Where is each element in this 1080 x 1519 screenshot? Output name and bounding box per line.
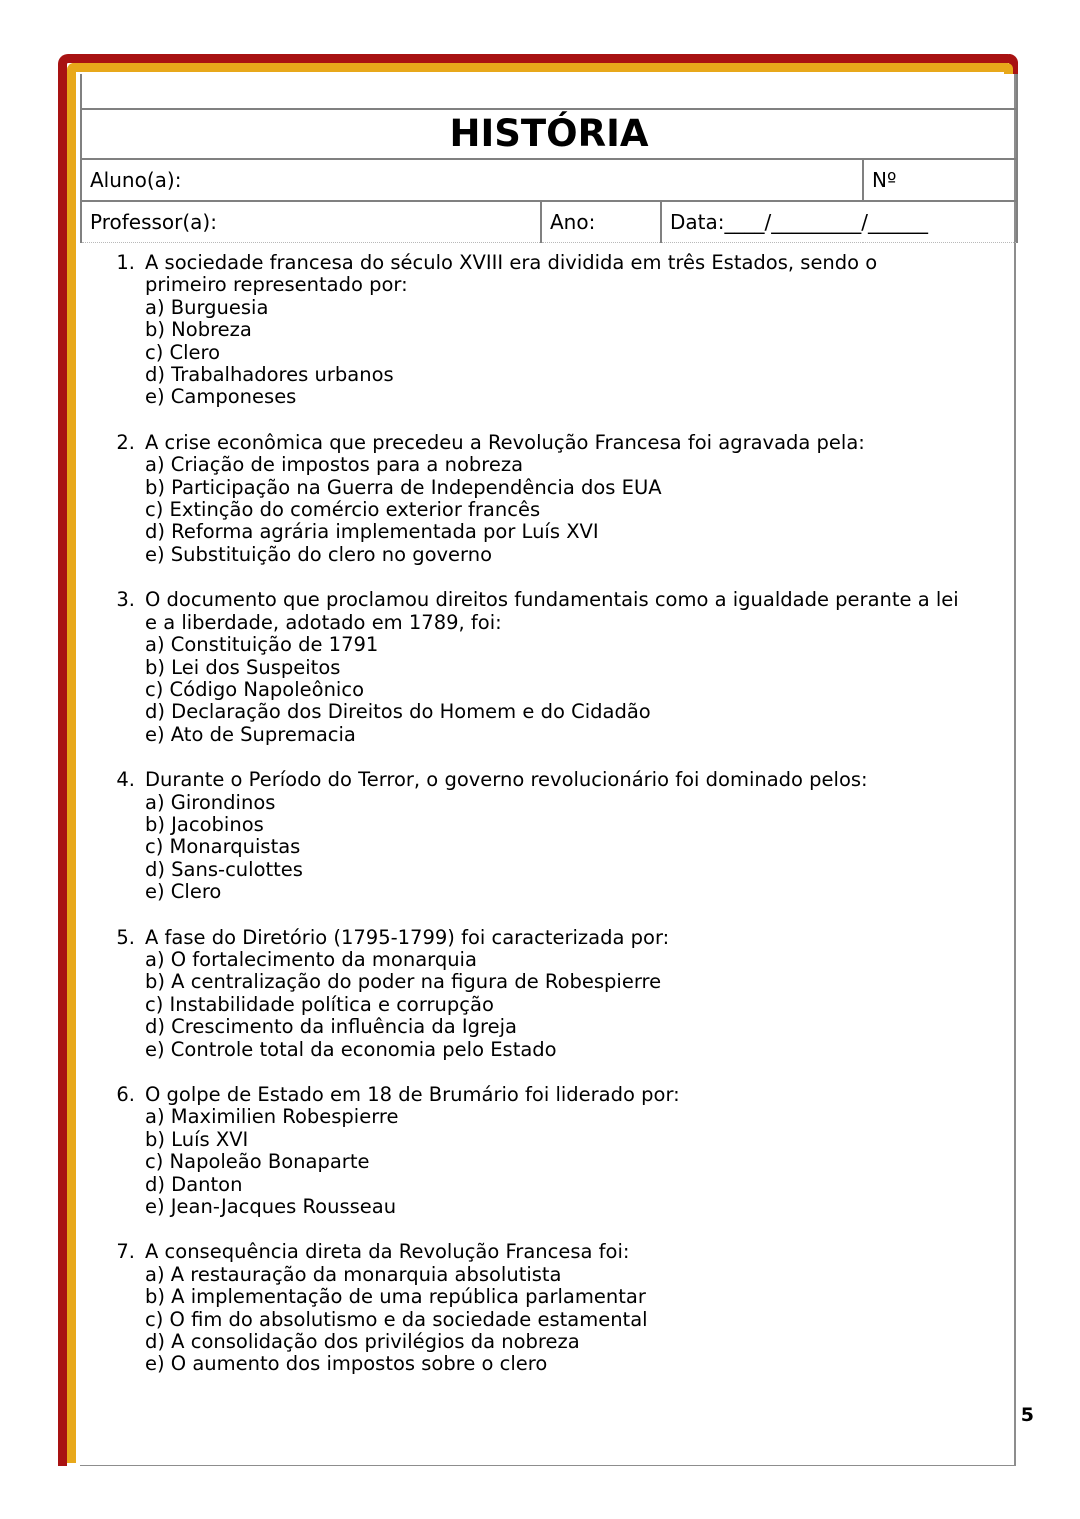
option-b[interactable]: b) Nobreza [145, 318, 252, 342]
question-options [145, 1106, 1016, 1218]
option-c[interactable]: c) Monarquistas [145, 835, 301, 859]
year-field[interactable] [541, 201, 661, 243]
option-a[interactable]: a) Burguesia [145, 295, 269, 319]
option-a[interactable]: a) Criação de impostos para a nobreza [145, 453, 524, 477]
option-a[interactable]: a) A restauração da monarquia absolutista [145, 1262, 562, 1286]
option-c[interactable]: c) Código Napoleônico [145, 677, 364, 701]
option-a[interactable]: a) Maximilien Robespierre [145, 1105, 399, 1129]
page-title: HISTÓRIA [449, 112, 649, 155]
question-number: 6. [116, 1083, 135, 1106]
option-d[interactable]: d) Trabalhadores urbanos [145, 363, 394, 387]
header-title-row [81, 109, 1017, 159]
teacher-name-label: Professor(a): [90, 210, 217, 234]
decorative-frame-corner-cap [1009, 54, 1018, 74]
header-logo-band-row [81, 74, 1017, 109]
question-stem: A fase do Diretório (1795-1799) foi caracterizada por: [145, 925, 670, 949]
date-field[interactable] [661, 201, 1017, 243]
option-e[interactable]: e) Clero [145, 880, 222, 904]
option-a[interactable]: a) O fortalecimento da monarquia [145, 947, 477, 971]
question-item [80, 589, 1016, 746]
question-options [145, 297, 1016, 409]
question-number: 5. [116, 925, 135, 949]
student-number-field[interactable] [863, 159, 1017, 201]
option-c[interactable]: c) Instabilidade política e corrupção [145, 992, 494, 1016]
option-d[interactable]: d) Sans-culottes [145, 857, 303, 881]
question-options [145, 454, 1016, 566]
option-e[interactable]: e) Camponeses [145, 385, 297, 409]
question-options [145, 1264, 1016, 1376]
student-number-label: Nº [872, 168, 897, 192]
question-stem: O golpe de Estado em 18 de Brumário foi liderado por: [145, 1083, 680, 1106]
option-e[interactable]: e) Substituição do clero no governo [145, 542, 493, 566]
question-stem: Durante o Período do Terror, o governo revolucionário foi dominado pelos: [145, 768, 868, 792]
teacher-name-field[interactable] [81, 201, 541, 243]
option-e[interactable]: e) Controle total da economia pelo Estado [145, 1037, 557, 1061]
question-number: 7. [116, 1240, 135, 1264]
option-d[interactable]: d) Declaração dos Direitos do Homem e do Cidadão [145, 700, 651, 724]
option-b[interactable]: b) A centralização do poder na figura de Robespierre [145, 970, 662, 994]
question-stem: A crise econômica que precedeu a Revolução Francesa foi agravada pela: [145, 430, 865, 454]
question-stem: A sociedade francesa do século XVIII era dividida em três Estados, sendo o primeiro representado por: [145, 251, 878, 297]
question-number: 3. [116, 588, 135, 612]
teacher-row [81, 201, 1017, 243]
option-d[interactable]: d) A consolidação dos privilégios da nobreza [145, 1330, 580, 1354]
option-d[interactable]: d) Reforma agrária implementada por Luís XVI [145, 520, 599, 544]
question-item [80, 432, 1016, 566]
header-logo-band [81, 74, 1017, 109]
option-c[interactable]: c) Clero [145, 340, 221, 364]
question-number: 1. [116, 251, 135, 274]
question-options [145, 792, 1016, 904]
worksheet-header-table [80, 74, 1018, 243]
question-stem: A consequência direta da Revolução Francesa foi: [145, 1240, 630, 1264]
question-item [80, 1241, 1016, 1375]
date-label: Data:____/_________/______ [670, 210, 928, 234]
option-e[interactable]: e) Ato de Supremacia [145, 722, 356, 746]
option-e[interactable]: e) Jean-Jacques Rousseau [145, 1195, 397, 1219]
question-options [145, 634, 1016, 746]
option-b[interactable]: b) Jacobinos [145, 812, 264, 836]
question-item [80, 252, 1016, 409]
question-item [80, 769, 1016, 903]
student-name-label: Aluno(a): [90, 168, 182, 192]
option-b[interactable]: b) Lei dos Suspeitos [145, 655, 341, 679]
option-c[interactable]: c) Napoleão Bonaparte [145, 1150, 370, 1174]
option-c[interactable]: c) Extinção do comércio exterior francês [145, 498, 541, 522]
question-options [145, 949, 1016, 1061]
page-number: 5 [1020, 1404, 1034, 1426]
student-row [81, 159, 1017, 201]
option-e[interactable]: e) O aumento dos impostos sobre o clero [145, 1352, 548, 1376]
question-item [80, 1084, 1016, 1218]
option-b[interactable]: b) Participação na Guerra de Independência dos EUA [145, 475, 662, 499]
student-name-field[interactable] [81, 159, 863, 201]
option-c[interactable]: c) O fim do absolutismo e da sociedade estamental [145, 1307, 648, 1331]
option-a[interactable]: a) Constituição de 1791 [145, 633, 379, 657]
question-number: 4. [116, 768, 135, 792]
option-b[interactable]: b) A implementação de uma república parlamentar [145, 1285, 646, 1309]
question-number: 2. [116, 430, 135, 454]
option-d[interactable]: d) Danton [145, 1172, 243, 1196]
questions-list [80, 252, 1016, 1399]
year-label: Ano: [550, 210, 596, 234]
question-stem: O documento que proclamou direitos fundamentais como a igualdade perante a lei e a liberdade, adotado em 1789, foi: [145, 588, 959, 634]
question-item [80, 927, 1016, 1061]
subject-title-cell [81, 109, 1017, 159]
option-b[interactable]: b) Luís XVI [145, 1127, 249, 1151]
option-a[interactable]: a) Girondinos [145, 790, 276, 814]
option-d[interactable]: d) Crescimento da influência da Igreja [145, 1015, 518, 1039]
